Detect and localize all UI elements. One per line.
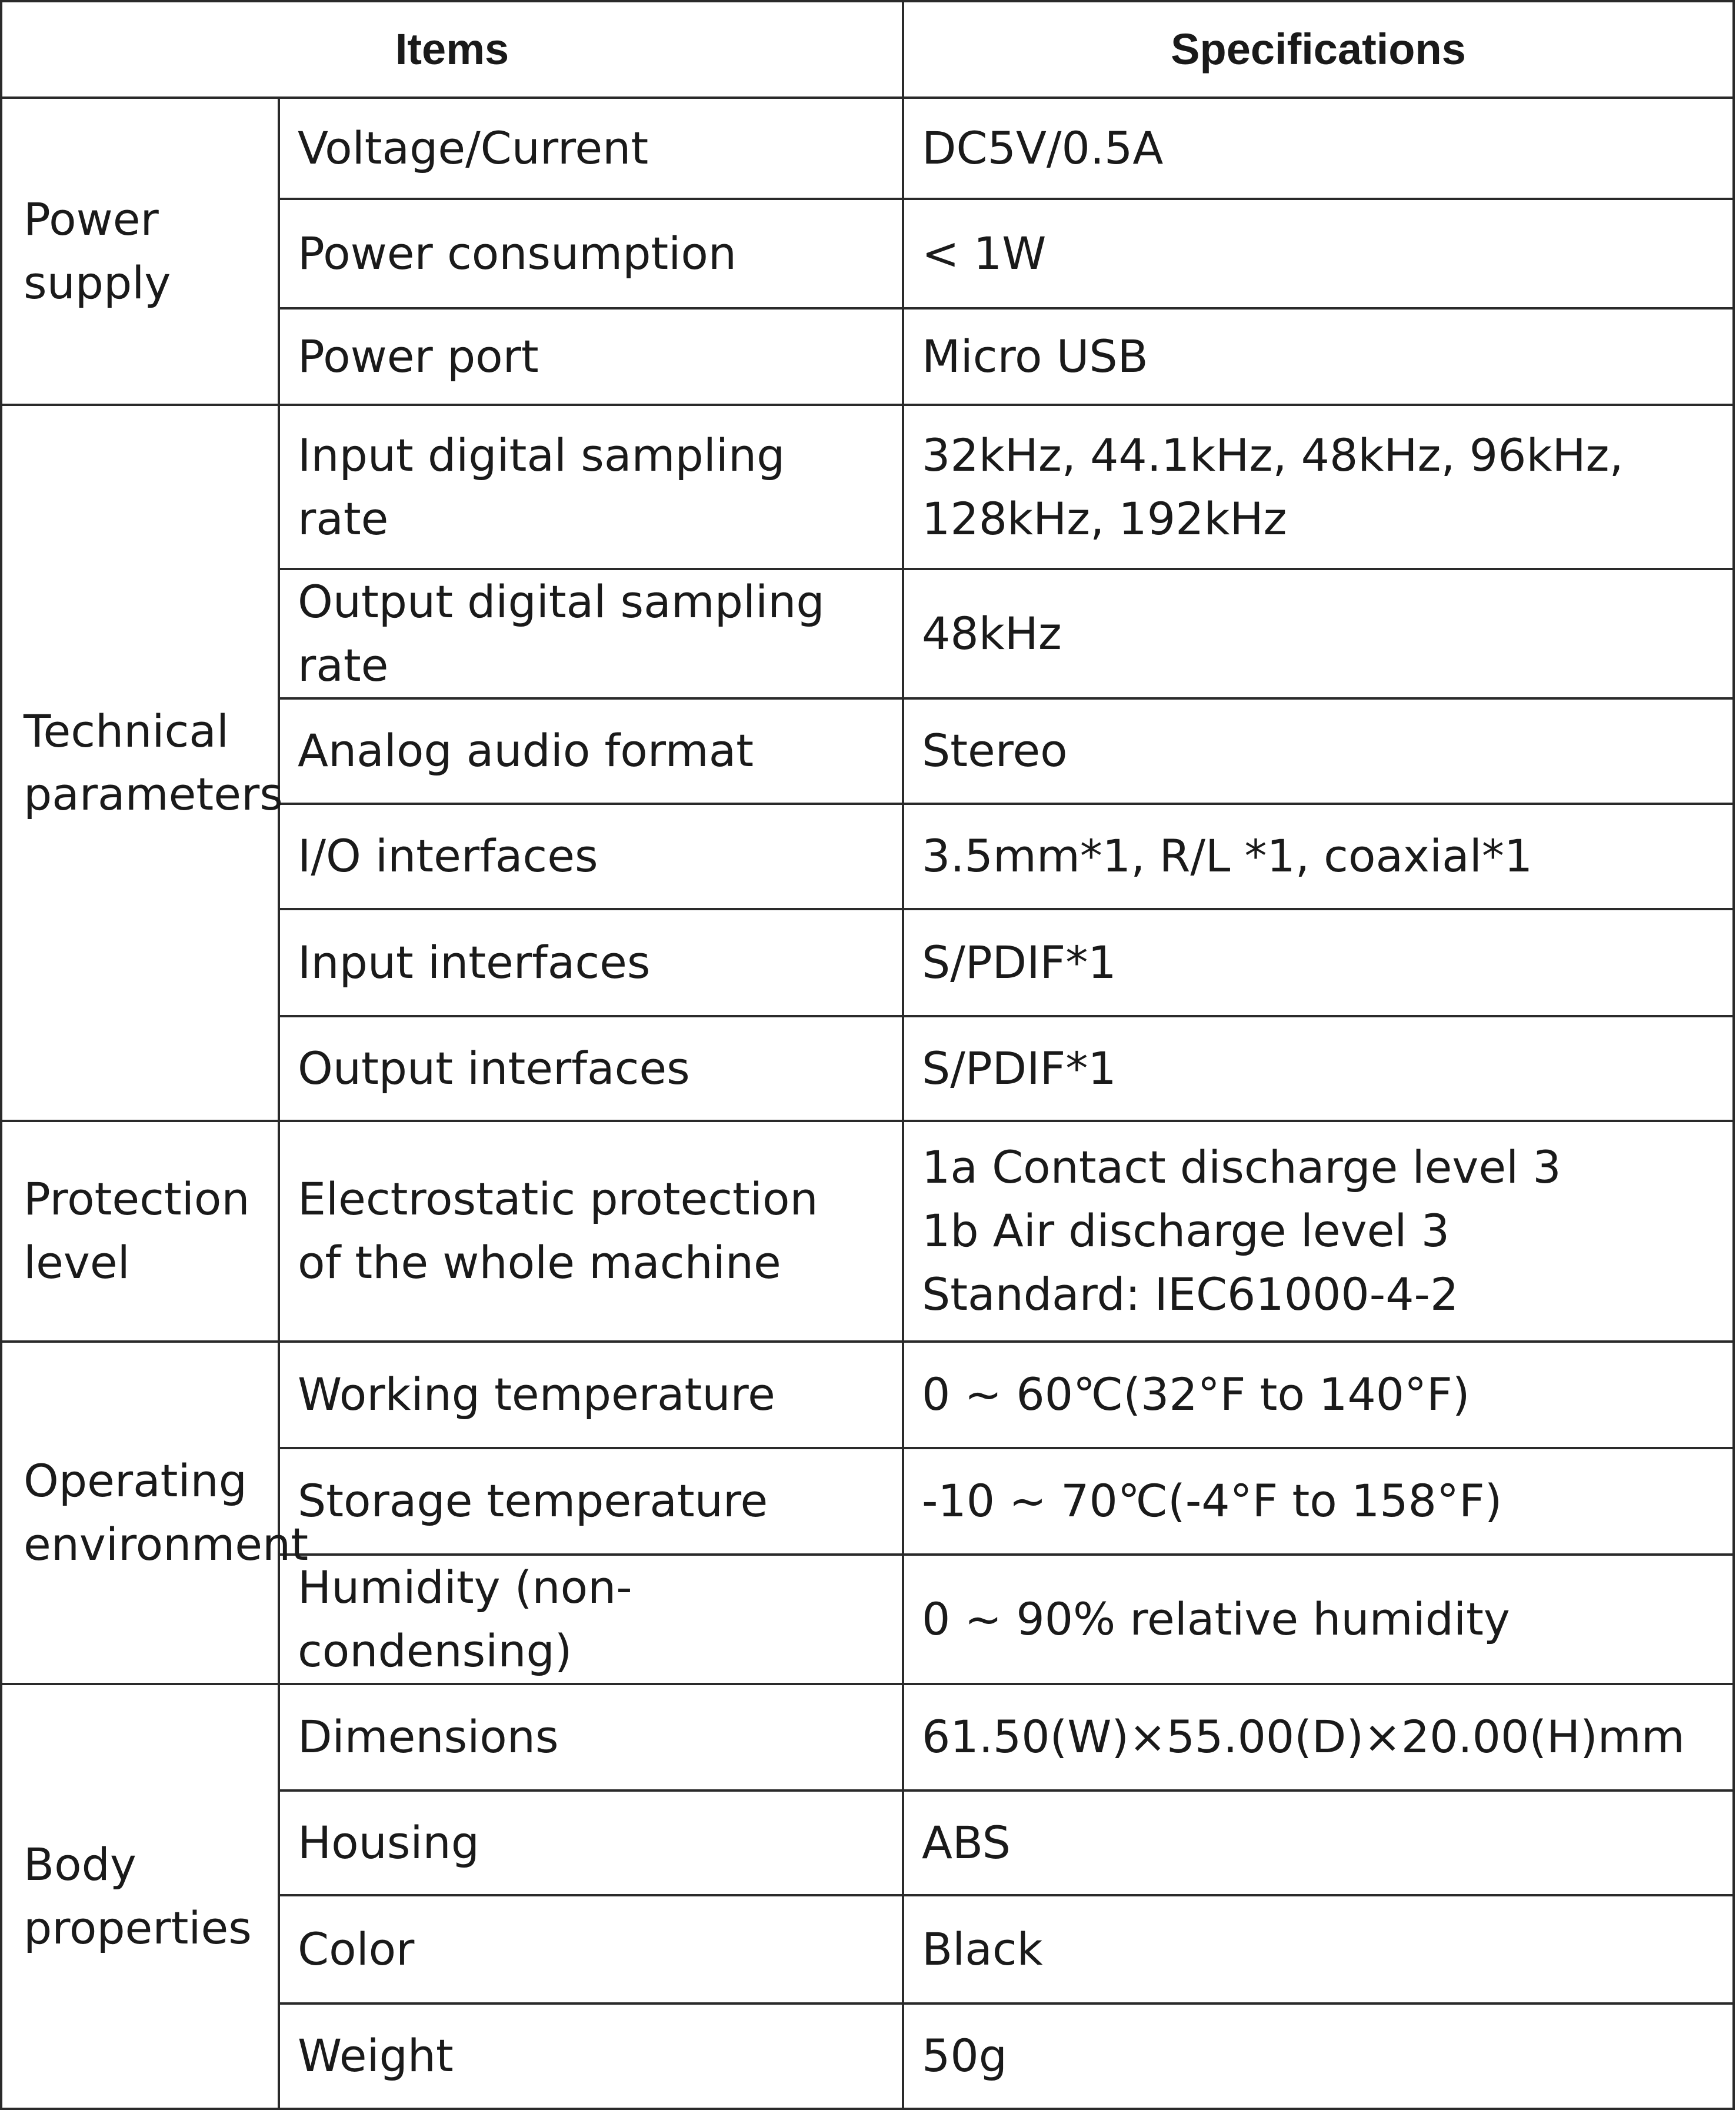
table-row bbox=[1, 98, 1734, 199]
item-cell: Housing bbox=[279, 1790, 903, 1895]
table-row bbox=[1, 1342, 1734, 1448]
spec-cell: -10 ~ 70℃(-4°F to 158°F) bbox=[903, 1448, 1734, 1555]
spec-cell: ABS bbox=[903, 1790, 1734, 1895]
spec-cell: 61.50(W)×55.00(D)×20.00(H)mm bbox=[903, 1684, 1734, 1790]
item-cell: Power port bbox=[279, 308, 903, 405]
item-cell: Input interfaces bbox=[279, 909, 903, 1016]
item-cell: Color bbox=[279, 1895, 903, 2003]
item-cell: Electrostatic protection of the whole machine bbox=[279, 1121, 903, 1342]
group-label-operating-environment: Operating environment bbox=[1, 1342, 279, 1684]
table-row bbox=[1, 1684, 1734, 1790]
group-label-body-properties: Body properties bbox=[1, 1684, 279, 2109]
spec-cell: 50g bbox=[903, 2003, 1734, 2109]
spec-cell: 48kHz bbox=[903, 569, 1734, 698]
table-row bbox=[1, 1121, 1734, 1342]
spec-cell: < 1W bbox=[903, 199, 1734, 308]
item-cell: Weight bbox=[279, 2003, 903, 2109]
group-label-technical-parameters: Technical parameters bbox=[1, 405, 279, 1121]
spec-cell: Black bbox=[903, 1895, 1734, 2003]
spec-cell: 32kHz, 44.1kHz, 48kHz, 96kHz, 128kHz, 192kHz bbox=[903, 405, 1734, 569]
header-specifications: Specifications bbox=[903, 1, 1734, 98]
item-cell: Input digital sampling rate bbox=[279, 405, 903, 569]
item-cell: Output interfaces bbox=[279, 1016, 903, 1121]
spec-cell: 0 ~ 60℃(32°F to 140°F) bbox=[903, 1342, 1734, 1448]
item-cell: Power consumption bbox=[279, 199, 903, 308]
spec-cell: Micro USB bbox=[903, 308, 1734, 405]
table-header-row bbox=[1, 1, 1734, 98]
item-cell: Dimensions bbox=[279, 1684, 903, 1790]
item-cell: Working temperature bbox=[279, 1342, 903, 1448]
group-label-protection-level: Protection level bbox=[1, 1121, 279, 1342]
header-items: Items bbox=[1, 1, 903, 98]
group-label-power-supply: Power supply bbox=[1, 98, 279, 405]
table-row bbox=[1, 405, 1734, 569]
spec-cell: Stereo bbox=[903, 698, 1734, 804]
spec-cell: 3.5mm*1, R/L *1, coaxial*1 bbox=[903, 804, 1734, 909]
spec-cell: S/PDIF*1 bbox=[903, 909, 1734, 1016]
spec-cell: 0 ~ 90% relative humidity bbox=[903, 1555, 1734, 1684]
item-cell: Output digital sampling rate bbox=[279, 569, 903, 698]
spec-cell: 1a Contact discharge level 3 1b Air discharge level 3 Standard: IEC61000-4-2 bbox=[903, 1121, 1734, 1342]
item-cell: Voltage/Current bbox=[279, 98, 903, 199]
spec-cell: S/PDIF*1 bbox=[903, 1016, 1734, 1121]
spec-cell: DC5V/0.5A bbox=[903, 98, 1734, 199]
item-cell: Storage temperature bbox=[279, 1448, 903, 1555]
item-cell: Humidity (non-condensing) bbox=[279, 1555, 903, 1684]
item-cell: I/O interfaces bbox=[279, 804, 903, 909]
item-cell: Analog audio format bbox=[279, 698, 903, 804]
